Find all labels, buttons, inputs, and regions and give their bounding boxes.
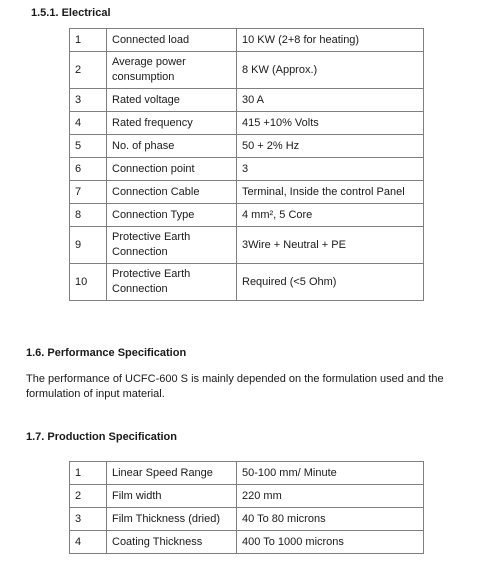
value-cell: 3 <box>237 158 424 181</box>
parameter-cell: Connection point <box>107 158 237 181</box>
performance-paragraph: The performance of UCFC-600 S is mainly depended on the formulation used and the formulation of input material. <box>26 373 444 400</box>
row-number: 10 <box>70 264 107 301</box>
row-number: 1 <box>70 462 107 485</box>
parameter-cell: Connected load <box>107 29 237 52</box>
table-row <box>70 204 424 227</box>
row-number: 7 <box>70 181 107 204</box>
electrical-heading: 1.5.1. Electrical <box>31 7 111 19</box>
row-number: 3 <box>70 89 107 112</box>
value-cell: 30 A <box>237 89 424 112</box>
performance-heading: 1.6. Performance Specification <box>26 347 187 359</box>
parameter-cell: Linear Speed Range <box>107 462 237 485</box>
value-cell: 415 +10% Volts <box>237 112 424 135</box>
row-number: 4 <box>70 112 107 135</box>
parameter-cell: Protective Earth Connection <box>107 227 237 264</box>
parameter-cell: Connection Cable <box>107 181 237 204</box>
row-number: 4 <box>70 531 107 554</box>
value-cell: 10 KW (2+8 for heating) <box>237 29 424 52</box>
parameter-cell: No. of phase <box>107 135 237 158</box>
row-number: 2 <box>70 52 107 89</box>
table-row <box>70 508 424 531</box>
table-row <box>70 485 424 508</box>
table-row <box>70 531 424 554</box>
row-number: 5 <box>70 135 107 158</box>
parameter-cell: Film Thickness (dried) <box>107 508 237 531</box>
table-row <box>70 52 424 89</box>
row-number: 8 <box>70 204 107 227</box>
table-row <box>70 462 424 485</box>
value-cell: Required (<5 Ohm) <box>237 264 424 301</box>
table-row <box>70 89 424 112</box>
parameter-cell: Rated voltage <box>107 89 237 112</box>
value-cell: 8 KW (Approx.) <box>237 52 424 89</box>
table-row <box>70 112 424 135</box>
parameter-cell: Average power consumption <box>107 52 237 89</box>
row-number: 3 <box>70 508 107 531</box>
value-cell: Terminal, Inside the control Panel <box>237 181 424 204</box>
parameter-cell: Rated frequency <box>107 112 237 135</box>
table-row <box>70 227 424 264</box>
production-heading: 1.7. Production Specification <box>26 431 177 443</box>
row-number: 2 <box>70 485 107 508</box>
value-cell: 40 To 80 microns <box>237 508 424 531</box>
value-cell: 4 mm², 5 Core <box>237 204 424 227</box>
row-number: 6 <box>70 158 107 181</box>
electrical-table <box>69 28 424 301</box>
value-cell: 400 To 1000 microns <box>237 531 424 554</box>
parameter-cell: Protective Earth Connection <box>107 264 237 301</box>
table-row <box>70 135 424 158</box>
value-cell: 50-100 mm/ Minute <box>237 462 424 485</box>
value-cell: 220 mm <box>237 485 424 508</box>
production-table <box>69 461 424 554</box>
table-row <box>70 29 424 52</box>
table-row <box>70 264 424 301</box>
row-number: 1 <box>70 29 107 52</box>
table-row <box>70 158 424 181</box>
parameter-cell: Film width <box>107 485 237 508</box>
value-cell: 3Wire + Neutral + PE <box>237 227 424 264</box>
value-cell: 50 + 2% Hz <box>237 135 424 158</box>
table-row <box>70 181 424 204</box>
row-number: 9 <box>70 227 107 264</box>
parameter-cell: Coating Thickness <box>107 531 237 554</box>
parameter-cell: Connection Type <box>107 204 237 227</box>
